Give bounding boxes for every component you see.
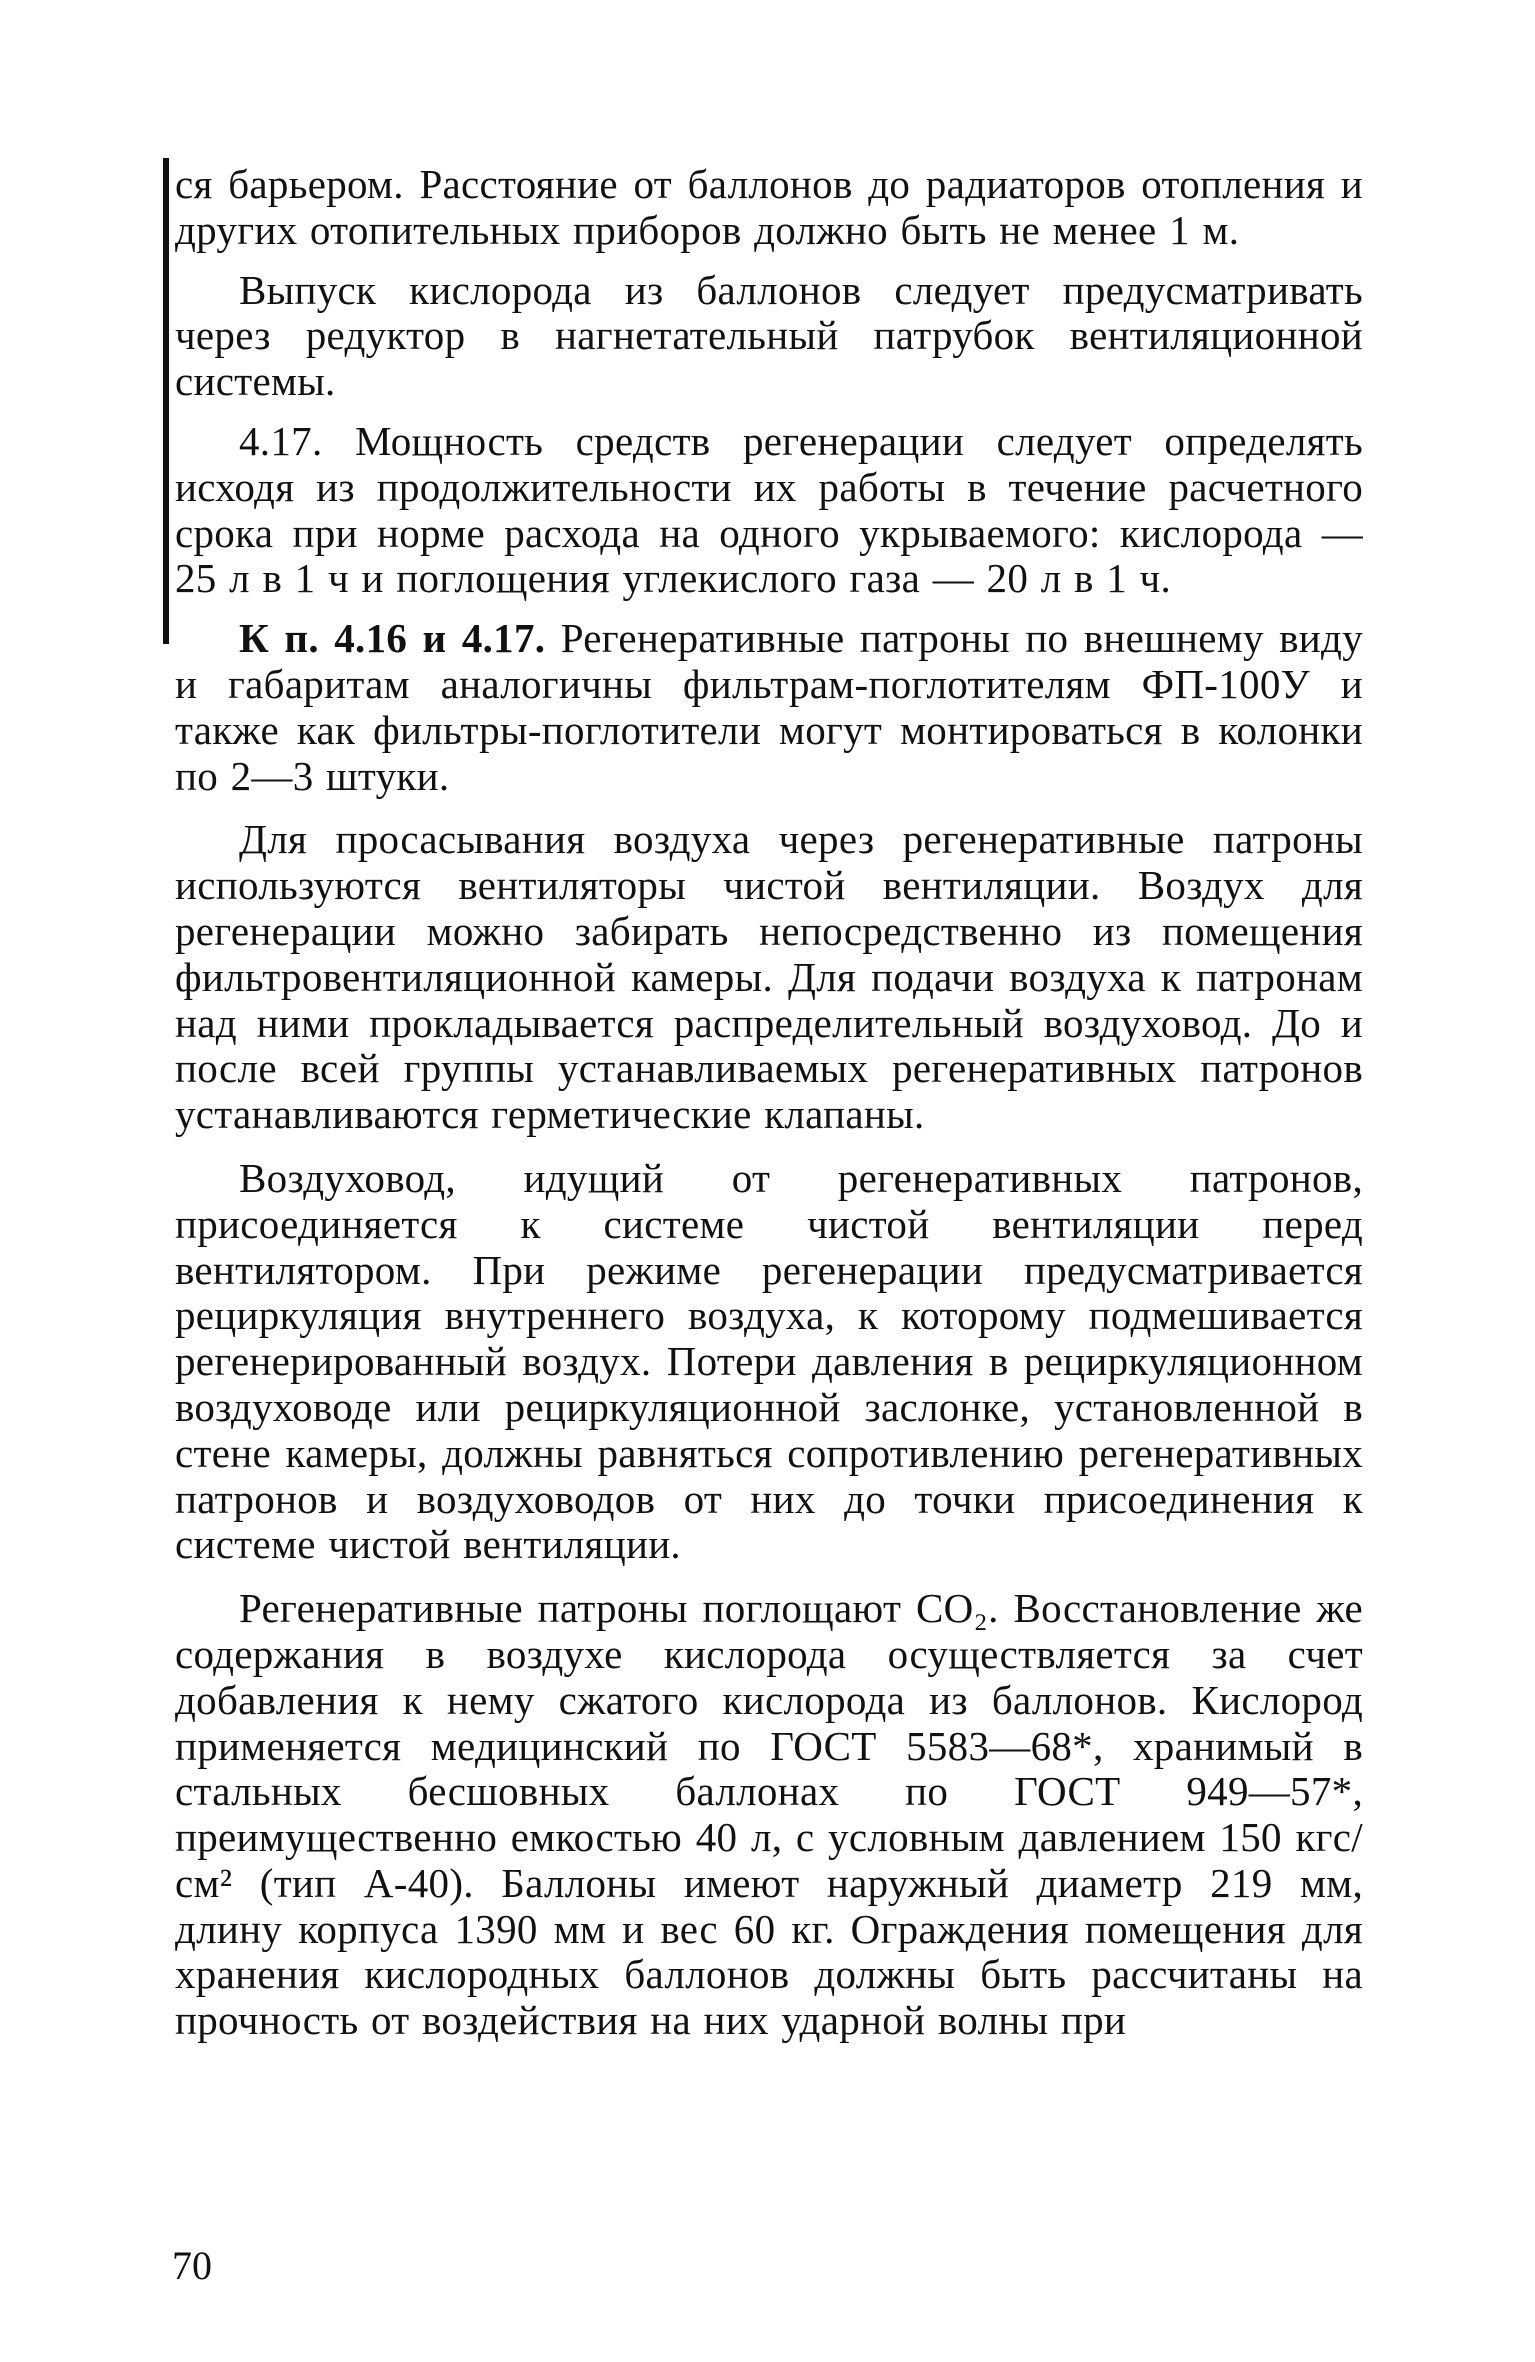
paragraph-text: Воздуховод, идущий от регенеративных патронов, присоединяется к системе чистой вентиляции перед вентилятором. При режиме регенерации предусматривается рециркуляция внутреннего воздуха, к которому подмешивается регенерированный воздух. Потери давления в рециркуляционном воздуховоде или рециркуляционной заслонке, установленной в стене камеры, должны равняться сопротивлению регенеративных патронов и воздуховодов от них до точки присоединения к системе чистой вентиляции. [175,1154,1363,1568]
paragraph-comment-4-16-4-17 [175,616,1363,799]
body-text [175,162,1363,2044]
paragraph-oxygen-cylinders [175,1586,1363,2044]
paragraph-oxygen-release [175,268,1363,405]
paragraph-text: ся барьером. Расстояние от баллонов до радиаторов отопления и других отопительных приборов должно быть не менее 1 м. [175,161,1363,253]
paragraph-clause-4-17 [175,419,1363,602]
change-marker-bar [163,158,169,644]
paragraph-air-duct [175,1156,1363,1568]
paragraph-text: Регенеративные патроны по внешнему виду и габаритам аналогичны фильтрам-поглотителям ФП-100У и также как фильтры-поглотители могут монтироваться в колонки по 2—3 штуки. [175,615,1363,799]
paragraph-text: Мощность средств регенерации следует определять исходя из продолжительности их работы в течение расчетного срока при норме расхода на одного укрываемого: кислорода — 25 л в 1 ч и поглощения углекислого газа — 20 л в 1 ч. [175,417,1363,602]
paragraph-text: Для просасывания воздуха через регенеративные патроны используются вентиляторы чистой вентиляции. Воздух для регенерации можно забирать непосредственно из помещения фильтровентиляционной камеры. Для подачи воздуха к патронам над ними прокладывается распределительный воздуховод. До и после всей группы устанавливаемых регенеративных патронов устанавливаются герметические клапаны. [175,816,1363,1138]
comment-heading: К п. 4.16 и 4.17. [239,615,546,662]
clause-number: 4.17. [239,417,323,464]
page-number: 70 [172,2243,212,2288]
paragraph-air-suction [175,817,1363,1138]
paragraph-text: Выпуск кислорода из баллонов следует предусматривать через редуктор в нагнетательный патрубок вентиляционной системы. [175,266,1363,405]
paragraph-text: Регенеративные патроны поглощают CO₂. Восстановление же содержания в воздухе кислорода осуществляется за счет добавления к нему сжатого кислорода из баллонов. Кислород применяется медицинский по ГОСТ 5583—68*, хранимый в стальных бесшовных баллонах по ГОСТ 949—57*, преимущественно емкостью 40 л, с условным давлением 150 кгс/см² (тип А-40). Баллоны имеют наружный диаметр 219 мм, длину корпуса 1390 мм и вес 60 кг. Ограждения помещения для хранения кислородных баллонов должны быть рассчитаны на прочность от воздействия на них ударной волны при [175,1585,1363,2044]
paragraph-continuation [175,162,1363,254]
